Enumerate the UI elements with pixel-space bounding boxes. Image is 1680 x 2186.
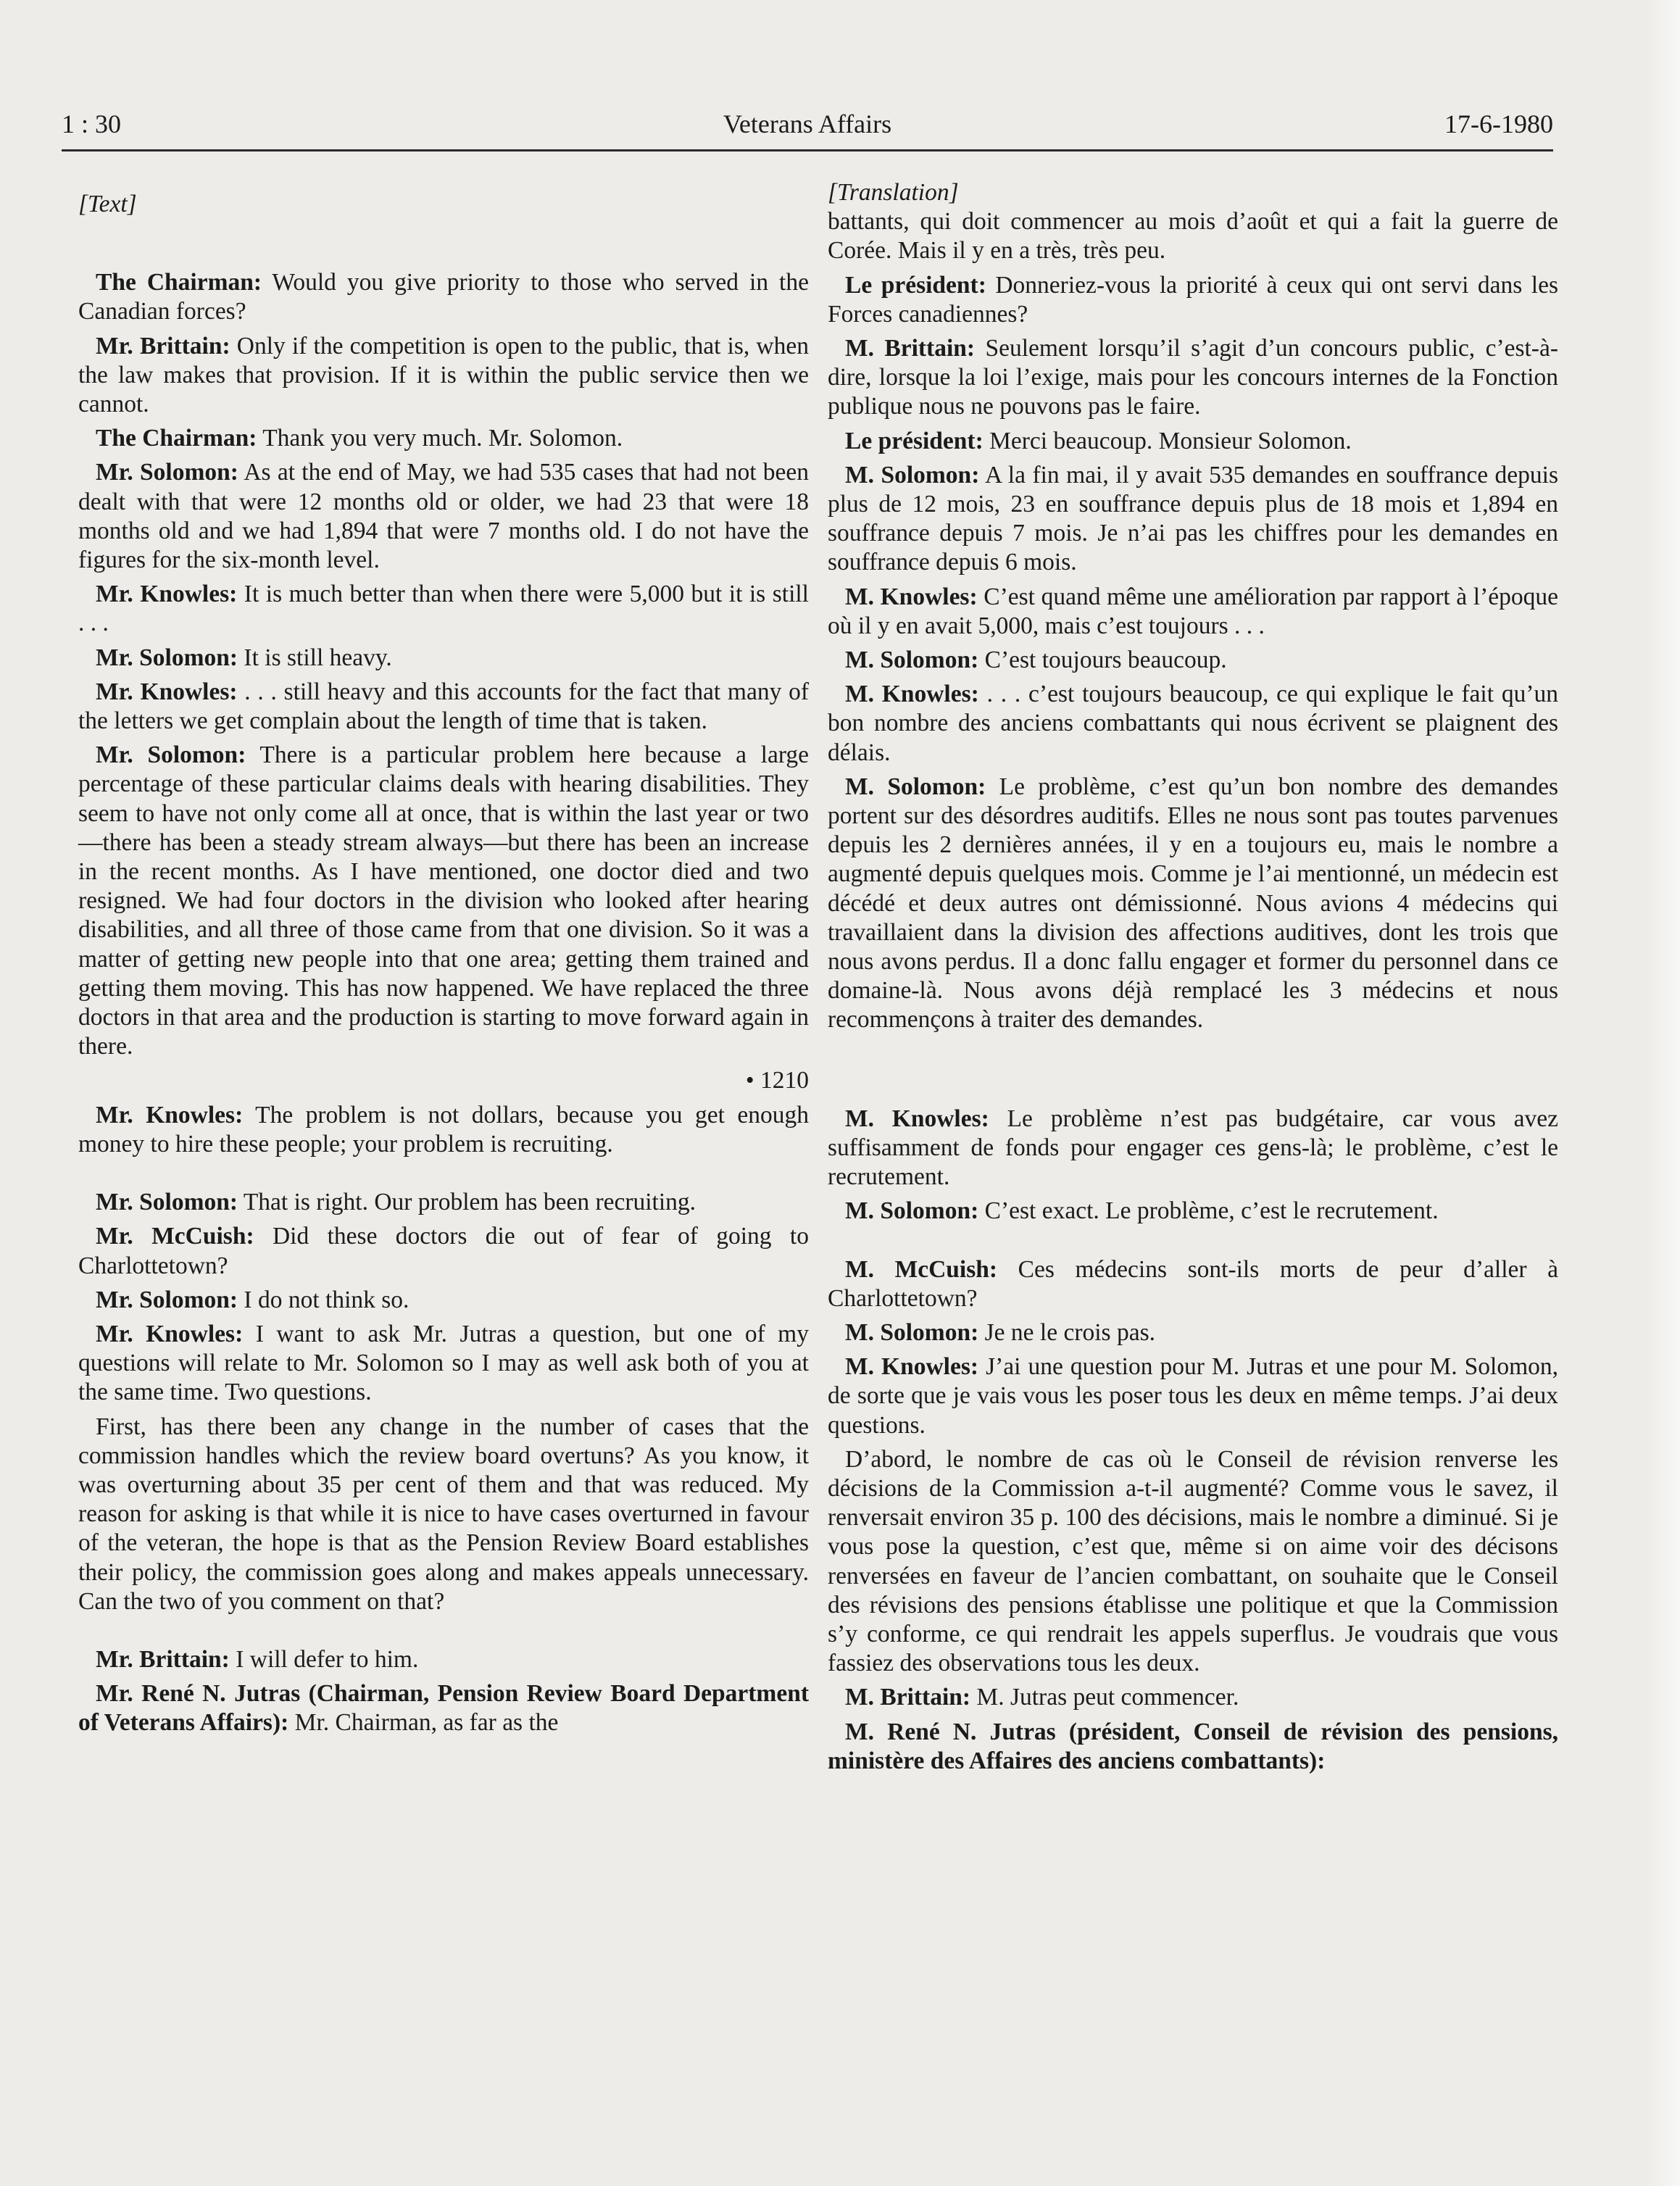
header-date: 17-6-1980 bbox=[1444, 109, 1553, 138]
speaker-name: Mr. Knowles: bbox=[96, 1320, 244, 1347]
speech-text: I want to ask Mr. Jutras a question, but one of my questions will relate to Mr. Solomon so I may as well ask both of you at the same time. Two questions. bbox=[78, 1320, 809, 1406]
paragraph bbox=[828, 271, 1558, 329]
speech-text: That is right. Our problem has been recruiting. bbox=[238, 1189, 696, 1216]
page-edge bbox=[1645, 0, 1680, 2186]
speech-text: I will defer to him. bbox=[229, 1645, 419, 1673]
paragraph bbox=[78, 1286, 809, 1315]
speaker-name: Mr. Solomon: bbox=[96, 1286, 238, 1313]
paragraph bbox=[828, 1318, 1558, 1347]
speaker-name: Mr. McCuish: bbox=[96, 1223, 254, 1250]
speech-text: Le problème n’est pas budgétaire, car vous avez suffisamment de fonds pour engager ces gens-là; le problème, c’est le recrutement. bbox=[828, 1105, 1559, 1191]
paragraph bbox=[828, 1105, 1558, 1192]
speech-text: . . . still heavy and this accounts for the fact that many of the letters we get complain about the length of time that is taken. bbox=[78, 678, 809, 735]
speaker-name: M. Solomon: bbox=[845, 647, 979, 674]
speech-text: Merci beaucoup. Monsieur Solomon. bbox=[983, 427, 1352, 454]
speaker-name: M. Brittain: bbox=[845, 1684, 971, 1711]
speech-text: There is a particular problem here because a large percentage of these particular claims deals with hearing disabilities. They seem to have not only come all at once, that is within the last year or two—there has been a steady stream always—but there has been an increase in the recent months. As I have mentioned, one doctor died and two resigned. We had four doctors in the division who looked after hearing disabilities, and all three of those came from that one division. So it was a matter of getting new people into that one area; getting them trained and getting them moving. This has now happened. We have replaced the three doctors in that area and the production is starting to move forward again in there. bbox=[78, 741, 809, 1060]
paragraph bbox=[78, 1222, 809, 1280]
speech-text: Je ne le crois pas. bbox=[978, 1318, 1155, 1346]
paragraph bbox=[78, 741, 809, 1061]
paragraph bbox=[828, 427, 1558, 456]
speaker-name: M. Solomon: bbox=[845, 461, 980, 489]
paragraph bbox=[78, 1679, 809, 1737]
speaker-name: Mr. Brittain: bbox=[96, 1645, 230, 1673]
paragraph bbox=[828, 1255, 1558, 1313]
speaker-name: M. Knowles: bbox=[845, 1105, 989, 1132]
speaker-name: Mr. Brittain: bbox=[96, 332, 230, 360]
speech-text: A la fin mai, il y avait 535 demandes en souffrance depuis plus de 12 mois, 23 en souffrance depuis plus de 18 mois et 1,894 en souffrance depuis 7 mois. Je n’ai pas les chiffres pour les demandes en souffrance depuis 6 mois. bbox=[828, 461, 1559, 576]
paragraph bbox=[78, 644, 809, 673]
paragraph bbox=[78, 458, 809, 575]
paragraph bbox=[78, 1101, 809, 1159]
speech-text: Le problème, c’est qu’un bon nombre des demandes portent sur des désordres auditifs. Elles ne nous sont pas toutes parvenues depuis les 2 dernières années, il y en a toujours eu, mais le nombre a augmenté depuis quelques mois. Comme je l’ai mentionné, un médecin est décédé et deux autres ont démissionné. Nous avions 4 médecins qui travaillaient dans la division des affections auditives, dont les trois que nous avons perdus. Il a donc fallu engager et former du personnel dans ce domaine-là. Nous avons déjà remplacé les 3 médecins et nous recommençons à traiter des demandes. bbox=[828, 773, 1558, 1034]
speech-text: It is much better than when there were 5,000 but it is still . . . bbox=[78, 581, 809, 637]
speech-text: As at the end of May, we had 535 cases that had not been dealt with that were 12 months old or older, we had 23 that were 18 months old and we had 1,894 that were 7 months old. I do not have the figures for the six-month level. bbox=[78, 459, 809, 574]
paragraph: D’abord, le nombre de cas où le Conseil de révision renverse les décisions de la Commission a-t-il augmenté? Comme vous le savez, il renversait environ 35 p. 100 des décisions, mais le nombre a diminué. Si je vous pose la question, c’est que, même si on aime voir des décisons renversées en faveur de l’ancien combattant, on souhaite que le Conseil des révisions des pensions établisse une politique et que la Commission s’y conforme, ce qui rendrait les appels superflus. Je voudrais que vous fassiez des observations tous les deux. bbox=[828, 1445, 1558, 1677]
speaker-name: Mr. René N. Jutras (Chairman, Pension Review Board Department of Veterans Affairs): bbox=[78, 1680, 809, 1737]
speech-text: I do not think so. bbox=[238, 1286, 409, 1313]
paragraph bbox=[78, 424, 809, 453]
speech-text: Seulement lorsqu’il s’agit d’un concours public, c’est-à-dire, lorsque la loi l’exige, mais pour les concours internes de la Fonction publique nous ne pouvons pas le faire. bbox=[828, 335, 1558, 420]
speech-text: Mr. Chairman, as far as the bbox=[288, 1709, 559, 1737]
speaker-name: Mr. Solomon: bbox=[96, 459, 238, 486]
speech-text: Would you give priority to those who served in the Canadian forces? bbox=[78, 269, 809, 325]
paragraph bbox=[828, 646, 1558, 675]
paragraph bbox=[828, 583, 1558, 641]
speaker-name: Mr. Knowles: bbox=[96, 581, 238, 608]
paragraph bbox=[828, 773, 1558, 1035]
speaker-name: Mr. Knowles: bbox=[96, 678, 238, 705]
speaker-name: Mr. Knowles: bbox=[96, 1101, 244, 1129]
paragraph bbox=[828, 1197, 1558, 1226]
speech-text: Thank you very much. Mr. Solomon. bbox=[257, 425, 623, 452]
speech-text: Ces médecins sont-ils morts de peur d’aller à Charlottetown? bbox=[828, 1255, 1558, 1312]
paragraph bbox=[828, 1352, 1558, 1440]
speech-text: C’est toujours beaucoup. bbox=[978, 647, 1227, 674]
french-column bbox=[828, 178, 1558, 1781]
speaker-name: Mr. Solomon: bbox=[96, 741, 246, 769]
paragraph bbox=[78, 1188, 809, 1217]
speech-text: M. Jutras peut commencer. bbox=[970, 1684, 1239, 1711]
paragraph bbox=[78, 1320, 809, 1408]
speech-text: It is still heavy. bbox=[238, 644, 392, 671]
speaker-name: M. Solomon: bbox=[845, 1318, 979, 1346]
speech-text: Only if the competition is open to the public, that is, when the law makes that provision. If it is within the public service then we cannot. bbox=[78, 332, 809, 418]
speaker-name: M. Brittain: bbox=[845, 335, 976, 362]
paragraph: battants, qui doit commencer au mois d’août et qui a fait la guerre de Corée. Mais il y en a très, très peu. bbox=[828, 208, 1558, 265]
speaker-name: M. Knowles: bbox=[845, 583, 978, 610]
section-label: [Text] bbox=[78, 191, 137, 217]
speech-text: C’est exact. Le problème, c’est le recrutement. bbox=[978, 1197, 1439, 1225]
speaker-name: The Chairman: bbox=[96, 269, 262, 296]
paragraph bbox=[828, 334, 1558, 422]
page-header bbox=[62, 107, 1553, 151]
speaker-name: M. Solomon: bbox=[845, 773, 986, 800]
speaker-name: Le président: bbox=[845, 271, 986, 299]
running-title: Veterans Affairs bbox=[723, 109, 892, 138]
section-label: [Translation] bbox=[828, 179, 959, 206]
speaker-name: The Chairman: bbox=[96, 425, 257, 452]
paragraph bbox=[828, 1718, 1558, 1776]
speaker-name: Mr. Solomon: bbox=[96, 644, 238, 671]
speaker-name: M. René N. Jutras (président, Conseil de révision des pensions, ministère des Affaires des anciens combattants): bbox=[828, 1718, 1558, 1774]
paragraph bbox=[78, 332, 809, 420]
speaker-name: Le président: bbox=[845, 427, 984, 454]
paragraph bbox=[78, 678, 809, 736]
english-column bbox=[78, 190, 809, 1743]
paragraph: First, has there been any change in the number of cases that the commission handles which the review board overtuns? As you know, it was overturning about 35 per cent of them and that was reduced. My reason for asking is that while it is nice to have cases overturned in favour of the veteran, the hope is that as the Pension Review Board establishes their policy, the commission goes along and makes appeals unnecessary. Can the two of you comment on that? bbox=[78, 1413, 809, 1615]
speaker-name: M. Knowles: bbox=[845, 681, 979, 708]
paragraph bbox=[828, 1683, 1558, 1712]
speech-text: . . . c’est toujours beaucoup, ce qui explique le fait qu’un bon nombre des anciens combattants qui nous écrivent se plaignent des délais. bbox=[828, 681, 1558, 766]
speaker-name: M. Solomon: bbox=[845, 1197, 979, 1225]
page-number: 1 : 30 bbox=[62, 109, 122, 138]
paragraph bbox=[78, 580, 809, 638]
time-marker: • 1210 bbox=[745, 1067, 809, 1094]
paragraph bbox=[78, 268, 809, 326]
paragraph bbox=[78, 1645, 809, 1674]
speech-text: Did these doctors die out of fear of going to Charlottetown? bbox=[78, 1223, 809, 1279]
speaker-name: Mr. Solomon: bbox=[96, 1189, 238, 1216]
speech-text: Donneriez-vous la priorité à ceux qui ont servi dans les Forces canadiennes? bbox=[828, 271, 1558, 328]
speech-text: J’ai une question pour M. Jutras et une pour M. Solomon, de sorte que je vais vous les poser tous les deux en même temps. J’ai deux questions. bbox=[828, 1353, 1558, 1439]
speaker-name: M. McCuish: bbox=[845, 1255, 998, 1283]
paragraph bbox=[828, 461, 1558, 578]
paragraph bbox=[828, 680, 1558, 768]
speech-text: C’est quand même une amélioration par rapport à l’époque où il y en avait 5,000, mais c’est toujours . . . bbox=[828, 583, 1559, 639]
speech-text: The problem is not dollars, because you get enough money to hire these people; your problem is recruiting. bbox=[78, 1101, 809, 1158]
speaker-name: M. Knowles: bbox=[845, 1353, 979, 1381]
